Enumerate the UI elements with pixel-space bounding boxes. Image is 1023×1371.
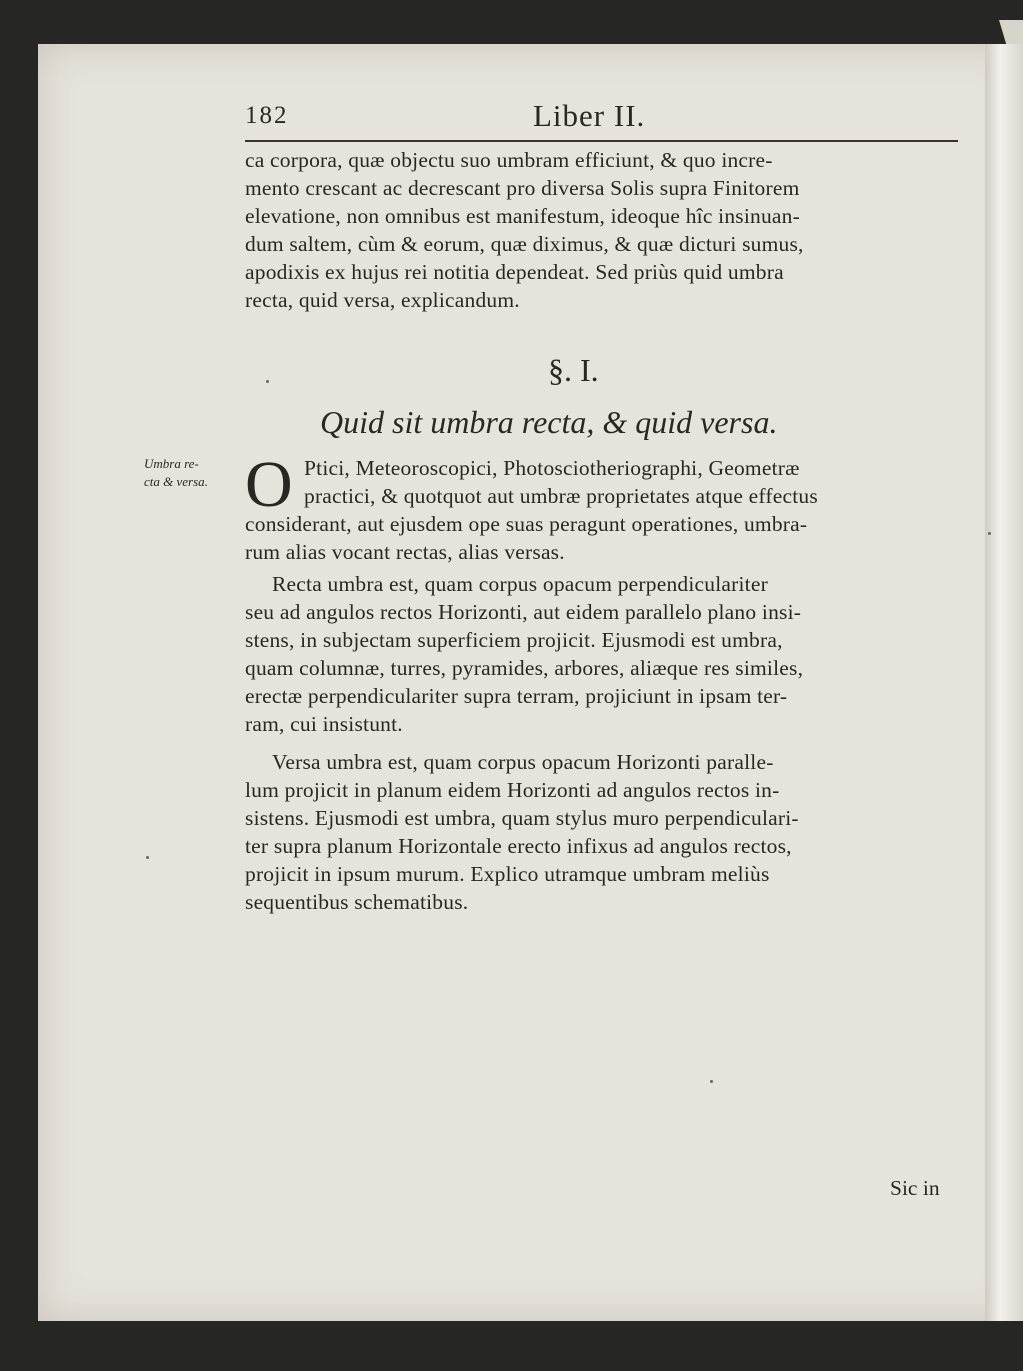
text-line: apodixis ex hujus rei notitia dependeat. Sed priùs quid umbra (245, 260, 784, 284)
margin-note-line: cta & versa. (144, 474, 208, 489)
text-line: sequentibus schematibus. (245, 890, 469, 914)
text-line: stens, in subjectam superficiem projicit. Ejusmodi est umbra, (245, 628, 783, 652)
text-line: quam columnæ, turres, pyramides, arbores, aliæque res similes, (245, 656, 804, 680)
header-rule (245, 140, 958, 142)
text-line: Versa umbra est, quam corpus opacum Horizonti paralle- (272, 750, 774, 774)
paper-speck (146, 856, 149, 859)
text-line: mento crescant ac decrescant pro diversa Solis supra Finitorem (245, 176, 800, 200)
running-head: Liber II. (533, 98, 646, 133)
page-header (245, 100, 958, 140)
text-line: dum saltem, cùm & eorum, quæ diximus, & quæ dicturi sumus, (245, 232, 804, 256)
paper-speck (266, 380, 269, 383)
text-line: considerant, aut ejusdem ope suas peragunt operationes, umbra- (245, 512, 808, 536)
catchword: Sic in (890, 1176, 940, 1200)
text-line: ram, cui insistunt. (245, 712, 403, 736)
text-line: ter supra planum Horizontale erecto infixus ad angulos rectos, (245, 834, 792, 858)
page-fore-edge (985, 44, 1023, 1321)
text-line: Recta umbra est, quam corpus opacum perpendiculariter (272, 572, 768, 596)
text-line: recta, quid versa, explicandum. (245, 288, 520, 312)
paper-speck (710, 1080, 713, 1083)
drop-cap: O (245, 448, 293, 521)
section-title: Quid sit umbra recta, & quid versa. (320, 404, 778, 440)
text-line: seu ad angulos rectos Horizonti, aut eidem parallelo plano insi- (245, 600, 802, 624)
text-line: erectæ perpendiculariter supra terram, projiciunt in ipsam ter- (245, 684, 788, 708)
text-line: rum alias vocant rectas, alias versas. (245, 540, 565, 564)
text-line: elevatione, non omnibus est manifestum, ideoque hîc insinuan- (245, 204, 800, 228)
text-line: ca corpora, quæ objectu suo umbram efficiunt, & quo incre- (245, 148, 773, 172)
text-line: lum projicit in planum eidem Horizonti ad angulos rectos in- (245, 778, 780, 802)
page-number: 182 (245, 102, 289, 129)
text-line: Ptici, Meteoroscopici, Photosciotheriographi, Geometræ (304, 456, 800, 480)
margin-note-line: Umbra re- (144, 456, 199, 471)
text-line: sistens. Ejusmodi est umbra, quam stylus muro perpendiculari- (245, 806, 799, 830)
text-line: practici, & quotquot aut umbræ proprietates atque effectus (304, 484, 818, 508)
text-line: projicit in ipsum murum. Explico utramque umbram meliùs (245, 862, 770, 886)
paper-speck (988, 532, 991, 535)
section-mark: §. I. (548, 352, 599, 388)
